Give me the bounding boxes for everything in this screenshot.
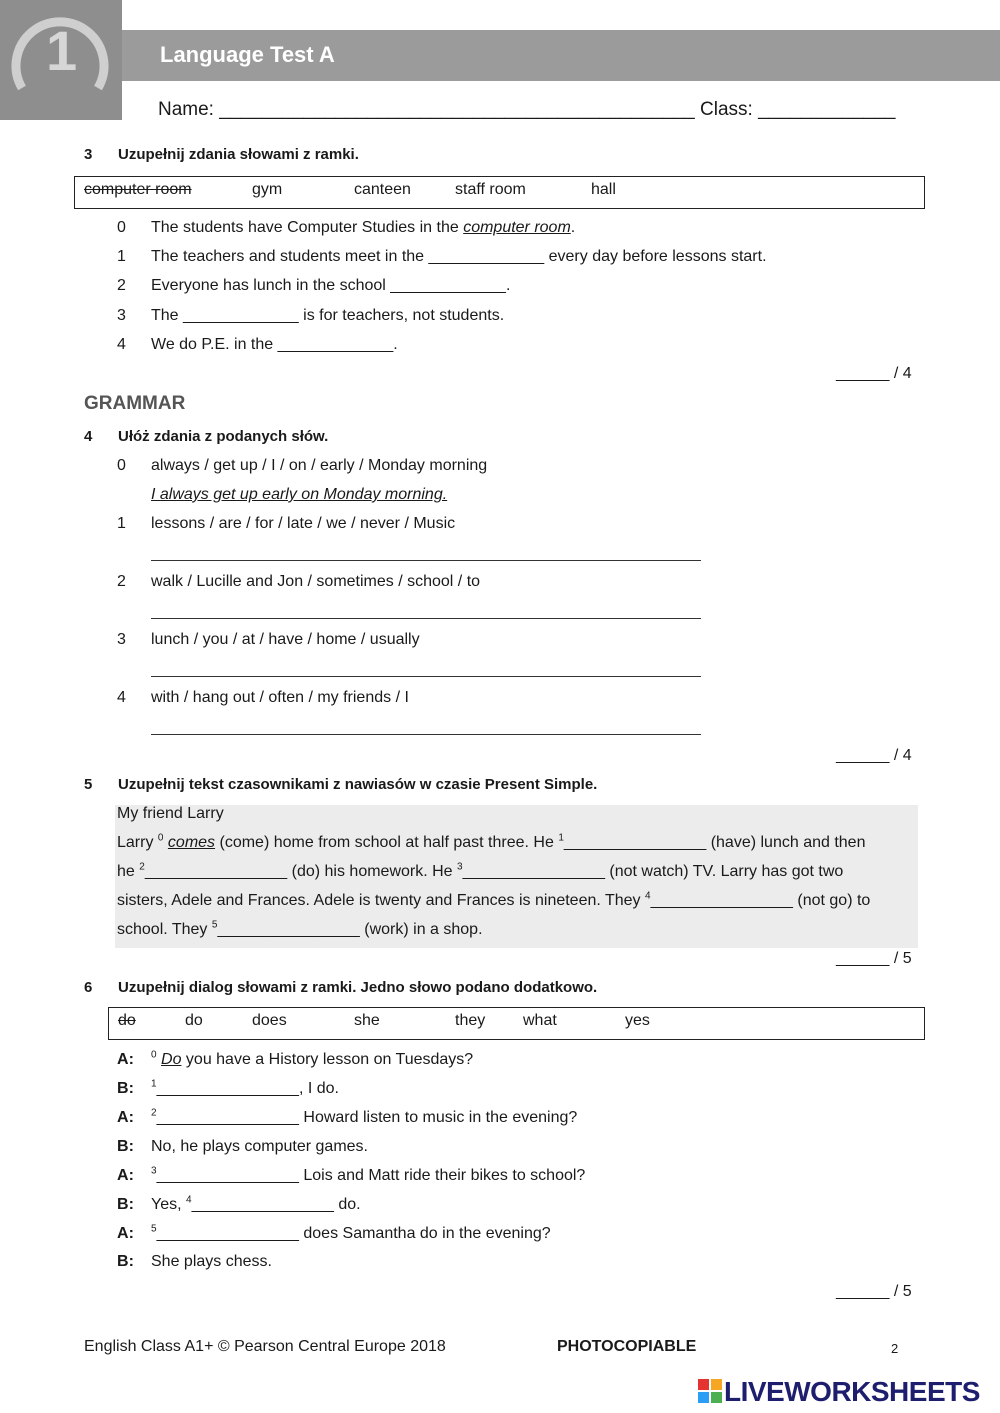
answer-line[interactable] bbox=[151, 676, 701, 677]
text-line-2[interactable]: he $^2$________________ (do) his homework. He $^3$________________ (not watch) TV. Larry has got two bbox=[117, 861, 844, 880]
text-line-1[interactable]: Larry $^0$ comes (come) home from school at half past three. He $^1$________________ (have) lunch and then bbox=[117, 832, 866, 851]
text-line-3[interactable]: sisters, Adele and Frances. Adele is twenty and Frances is nineteen. They $^4$________________ (not go) to bbox=[117, 890, 871, 909]
task4-item-1: 1 lessons / are / for / late / we / never / Music bbox=[117, 515, 456, 532]
unit-number: 1 bbox=[46, 19, 78, 82]
text-title: My friend Larry bbox=[117, 805, 224, 822]
answer-line[interactable] bbox=[151, 618, 701, 619]
dialog-line-2[interactable]: A: $^2$________________ Howard listen to music in the evening? bbox=[117, 1107, 578, 1126]
task4-example-answer: I always get up early on Monday morning. bbox=[151, 486, 448, 503]
logo-text: LIVEWORKSHEETS bbox=[724, 1376, 980, 1407]
word-box-item: they bbox=[455, 1012, 486, 1029]
task3-item-4[interactable]: 4 We do P.E. in the _____________. bbox=[117, 336, 398, 353]
answer-line[interactable] bbox=[151, 734, 701, 735]
example-answer: comes bbox=[167, 834, 216, 851]
section-heading-grammar: GRAMMAR bbox=[84, 393, 186, 414]
dialog-line-6[interactable]: A: $^5$________________ does Samantha do in the evening? bbox=[117, 1223, 551, 1242]
header-bar bbox=[122, 30, 1000, 81]
dialog-line-5[interactable]: B: Yes, $^4$________________ do. bbox=[117, 1194, 361, 1213]
task5-score: ______ / 5 bbox=[836, 950, 912, 967]
word-box-item: gym bbox=[252, 181, 283, 198]
page-title: Language Test A bbox=[160, 42, 335, 67]
task6-score: ______ / 5 bbox=[836, 1283, 912, 1300]
example-answer: Do bbox=[161, 1051, 182, 1068]
answer-line[interactable] bbox=[151, 560, 701, 561]
liveworksheets-logo[interactable] bbox=[698, 1376, 994, 1408]
footer-copyright: English Class A1+ © Pearson Central Europe 2018 bbox=[84, 1338, 446, 1355]
task3-item-3[interactable]: 3 The _____________ is for teachers, not students. bbox=[117, 307, 505, 324]
word-box-item: do bbox=[185, 1012, 203, 1029]
task4-item-4: 4 with / hang out / often / my friends / I bbox=[117, 689, 409, 706]
dialog-line-1[interactable]: B: $^1$________________, I do. bbox=[117, 1078, 339, 1097]
word-box-item: what bbox=[523, 1012, 557, 1029]
word-box-item: does bbox=[252, 1012, 287, 1029]
task3-heading: 3 Uzupełnij zdania słowami z ramki. bbox=[84, 146, 359, 163]
word-box-item: canteen bbox=[354, 181, 411, 198]
task4-heading: 4 Ułóż zdania z podanych słów. bbox=[84, 428, 329, 445]
dialog-line-0: A: $^0$ Do you have a History lesson on Tuesdays? bbox=[117, 1049, 474, 1068]
task4-score: ______ / 4 bbox=[836, 747, 912, 764]
task3-item-0: 0 The students have Computer Studies in the computer room. bbox=[117, 219, 576, 236]
text-line-4[interactable]: school. They $^5$________________ (work) in a shop. bbox=[117, 919, 483, 938]
footer-photocopiable: PHOTOCOPIABLE bbox=[557, 1338, 697, 1355]
dialog-line-4[interactable]: A: $^3$________________ Lois and Matt ride their bikes to school? bbox=[117, 1165, 586, 1184]
word-box-item: she bbox=[354, 1012, 380, 1029]
task5-heading: 5 Uzupełnij tekst czasownikami z nawiasów w czasie Present Simple. bbox=[84, 776, 598, 793]
word-box-item: do bbox=[118, 1012, 136, 1029]
task4-item-0: 0 always / get up / I / on / early / Monday morning bbox=[117, 457, 488, 474]
task6-heading: 6 Uzupełnij dialog słowami z ramki. Jedno słowo podano dodatkowo. bbox=[84, 979, 598, 996]
task5-text-box bbox=[115, 805, 918, 948]
name-class-line[interactable]: Name: _____________________________________________ Class: _____________ bbox=[158, 99, 896, 120]
page-number: 2 bbox=[891, 1341, 899, 1356]
word-box-item: hall bbox=[591, 181, 616, 198]
dialog-line-7: B: She plays chess. bbox=[117, 1253, 272, 1270]
liveworksheets-logo-icon bbox=[698, 1379, 722, 1403]
task3-item-2[interactable]: 2 Everyone has lunch in the school _____________. bbox=[117, 277, 511, 294]
dialog-line-3: B: No, he plays computer games. bbox=[117, 1138, 368, 1155]
word-box-item: computer room bbox=[84, 181, 192, 198]
example-answer: computer room bbox=[463, 219, 571, 236]
word-box-item: yes bbox=[625, 1012, 650, 1029]
task6-word-box bbox=[108, 1007, 925, 1040]
word-box-item: staff room bbox=[455, 181, 526, 198]
task4-item-2: 2 walk / Lucille and Jon / sometimes / school / to bbox=[117, 573, 481, 590]
task4-item-3: 3 lunch / you / at / have / home / usually bbox=[117, 631, 420, 648]
unit-badge bbox=[0, 0, 122, 120]
task3-score: ______ / 4 bbox=[836, 365, 912, 382]
task3-item-1[interactable]: 1 The teachers and students meet in the _____________ every day before lessons start. bbox=[117, 248, 767, 265]
task3-word-box bbox=[74, 176, 925, 209]
